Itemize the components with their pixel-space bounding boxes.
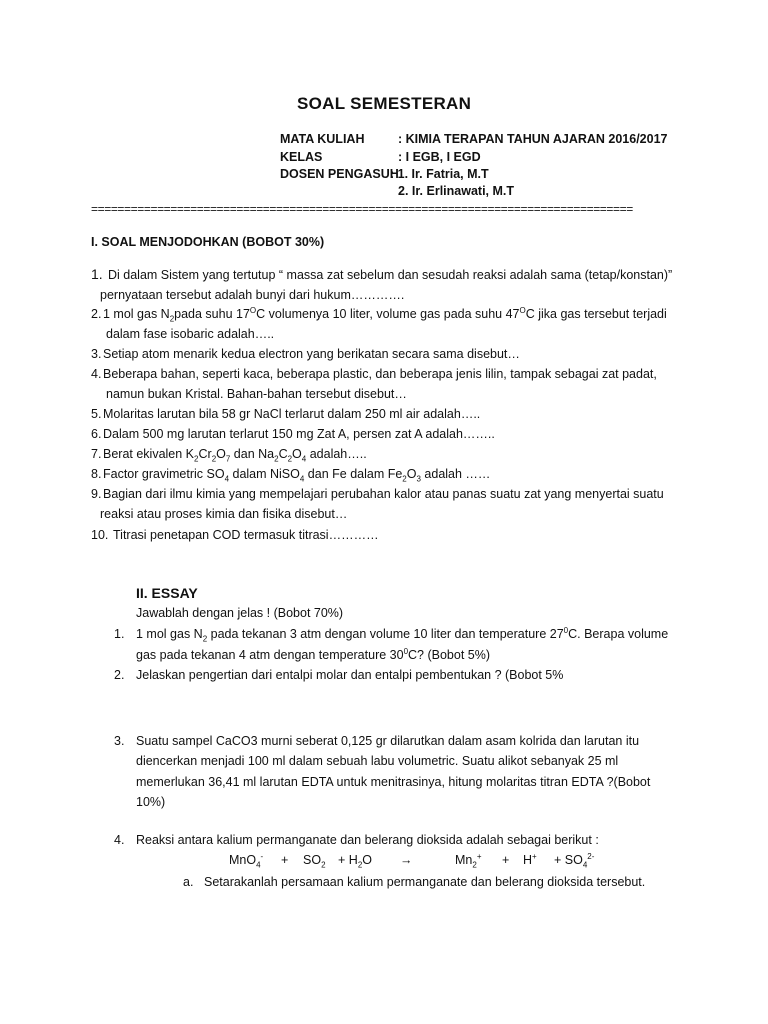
q2-text-a: 1 mol gas N	[103, 307, 170, 321]
section2-heading: II. ESSAY	[136, 585, 198, 601]
q7-s2: 2	[211, 454, 217, 464]
q7-num: 7.	[91, 447, 102, 461]
q2-line2: dalam fase isobaric adalah…..	[106, 327, 275, 341]
eq-plus-1: +	[281, 853, 289, 867]
eq-so4-pre: + SO	[554, 853, 583, 867]
q6-num: 6.	[91, 427, 102, 441]
q8-b: dalam NiSO	[229, 467, 300, 481]
q10-line1: Titrasi penetapan COD termasuk titrasi…………	[113, 528, 379, 542]
e4-num: 4.	[114, 833, 125, 847]
eq-mno4	[229, 851, 264, 870]
eq-h2o-sub: 2	[357, 860, 363, 870]
q8-c: dan Fe dalam Fe	[304, 467, 403, 481]
e1-num: 1.	[114, 627, 125, 641]
q8-s4: 3	[416, 474, 421, 484]
eq-h2o-pre: + H	[338, 853, 358, 867]
q2-text-c: C volumenya 10 liter, volume gas pada suhu 47	[256, 307, 520, 321]
q9-line1: Bagian dari ilmu kimia yang mempelajari perubahan kalor atau panas suatu zat yang menyertai suatu	[103, 487, 664, 501]
eq-mno-sub: 4	[256, 860, 261, 870]
e4-sub-a-label: a.	[183, 875, 194, 889]
e1-a: 1 mol gas N	[136, 627, 203, 641]
eq-so4-sub: 4	[582, 860, 588, 870]
eq-so2-text: SO	[303, 853, 322, 867]
mata-kuliah-value: : KIMIA TERAPAN TAHUN AJARAN 2016/2017	[398, 132, 668, 146]
q4-line1: Beberapa bahan, seperti kaca, beberapa plastic, dan beberapa jenis lilin, tampak sebagai zat padat,	[103, 367, 657, 381]
q7-s6: 4	[301, 454, 307, 464]
q7-b: Cr	[198, 447, 212, 461]
q8-e: adalah ……	[420, 467, 491, 481]
eq-so2-sub: 2	[321, 860, 326, 870]
q4-num: 4.	[91, 367, 102, 381]
q8-s2: 4	[299, 474, 305, 484]
eq-mno-text: MnO	[229, 853, 257, 867]
dosen-value-2: 2. Ir. Erlinawati, M.T	[398, 184, 515, 198]
q8-num: 8.	[91, 467, 102, 481]
e1-line2a: gas pada tekanan 4 atm dengan temperature 30	[136, 648, 404, 662]
e4-sub-a-text: Setarakanlah persamaan kalium permanganate dan belerang dioksida tersebut.	[204, 875, 646, 889]
meta-block	[280, 132, 700, 202]
eq-h2o-post: O	[362, 853, 372, 867]
eq-h2o	[338, 853, 372, 870]
e1-c: C. Berapa volume	[568, 627, 669, 641]
dosen-label: DOSEN PENGASUH	[280, 167, 399, 181]
eq-mn-text: Mn	[455, 853, 473, 867]
essay-instruction: Jawablah dengan jelas ! (Bobot 70%)	[136, 606, 344, 620]
e1-p1: 0	[563, 625, 569, 635]
q8-s1: 4	[224, 474, 230, 484]
separator-line: ==================================================================================	[91, 202, 633, 216]
eq-arrow: →	[400, 853, 413, 867]
eq-so4-sup: 2-	[587, 851, 595, 861]
q9-line2: reaksi atau proses kimia dan fisika disebut…	[100, 507, 348, 521]
eq-mno-sup: -	[260, 851, 264, 861]
kelas-value: : I EGB, I EGD	[398, 150, 481, 164]
e2-num: 2.	[114, 668, 125, 682]
q2-text-b: pada suhu 17	[174, 307, 250, 321]
q7-f: O	[292, 447, 302, 461]
eq-h-sup: +	[532, 851, 537, 861]
q3-line1: Setiap atom menarik kedua electron yang berikatan secara sama disebut…	[103, 347, 520, 361]
eq-mn-sup: +	[476, 851, 482, 861]
eq-plus-2: +	[502, 853, 510, 867]
q8-line1	[103, 467, 491, 484]
q5-line1: Molaritas larutan bila 58 gr NaCl terlarut dalam 250 ml air adalah…..	[103, 407, 481, 421]
q7-s4: 2	[274, 454, 279, 464]
q2-sup2: O	[519, 305, 526, 315]
q10-num: 10.	[91, 528, 109, 542]
q5-num: 5.	[91, 407, 102, 421]
q7-line1	[103, 447, 367, 464]
e1-p2: 0	[403, 646, 409, 656]
e1-line1	[136, 625, 669, 644]
eq-h-text: H	[523, 853, 533, 867]
page-title: SOAL SEMESTERAN	[297, 94, 472, 113]
eq-so4	[554, 851, 595, 870]
e4-line1: Reaksi antara kalium permanganate dan belerang dioksida adalah sebagai berikut :	[136, 833, 599, 847]
mata-kuliah-label: MATA KULIAH	[280, 132, 365, 146]
q7-d: dan Na	[230, 447, 275, 461]
q7-a: Berat ekivalen K	[103, 447, 195, 461]
q8-s3: 2	[402, 474, 407, 484]
q7-e: C	[278, 447, 288, 461]
q2-sub1: 2	[169, 314, 175, 324]
e1-line2	[136, 648, 490, 662]
q7-s1: 2	[194, 454, 199, 464]
q3-num: 3.	[91, 347, 102, 361]
q1-num: 1.	[91, 266, 103, 282]
q2-text-d: C jika gas tersebut terjadi	[525, 307, 667, 321]
eq-h	[523, 853, 537, 867]
q4-line2: namun bukan Kristal. Bahan-bahan tersebut disebut…	[106, 387, 407, 401]
e1-b: pada tekanan 3 atm dengan volume 10 liter dan temperature 27	[207, 627, 564, 641]
e3-line4: 10%)	[136, 795, 166, 809]
e3-line3: memerlukan 36,41 ml larutan EDTA untuk menitrasinya, hitung molaritas titran EDTA ?(Bobot	[136, 775, 651, 789]
q2-num: 2.	[91, 307, 102, 321]
q7-g: adalah…..	[306, 447, 367, 461]
e1-line2b: C? (Bobot 5%)	[408, 648, 490, 662]
e3-line2: diencerkan menjadi 100 ml dalam sebuah labu volumetric. Suatu alikot sebanyak 25 ml	[136, 754, 619, 768]
e3-num: 3.	[114, 734, 125, 748]
eq-mn-sub: 2	[472, 860, 477, 870]
q8-a: Factor gravimetric SO	[103, 467, 225, 481]
dosen-value-1: : 1. Ir. Fatria, M.T	[390, 167, 489, 181]
q1-line2: pernyataan tersebut adalah bunyi dari hukum………….	[100, 288, 405, 302]
eq-so2	[303, 853, 326, 870]
eq-mn2	[455, 851, 482, 870]
q8-d: O	[406, 467, 417, 481]
e3-line1: Suatu sampel CaCO3 murni seberat 0,125 gr dilarutkan dalam asam kolrida dan larutan itu	[136, 734, 640, 748]
q7-c: O	[216, 447, 226, 461]
q7-s5: 2	[287, 454, 293, 464]
e1-s1: 2	[202, 634, 208, 644]
section1-heading: I. SOAL MENJODOHKAN (BOBOT 30%)	[91, 235, 325, 249]
q2-line1	[103, 305, 667, 324]
q1-line1: Di dalam Sistem yang tertutup “ massa zat sebelum dan sesudah reaksi adalah sama (tetap/konstan)”	[108, 268, 673, 282]
kelas-label: KELAS	[280, 150, 323, 164]
q6-line1: Dalam 500 mg larutan terlarut 150 mg Zat A, persen zat A adalah……..	[103, 427, 495, 441]
q2-sup1: O	[249, 305, 257, 315]
e2-line1: Jelaskan pengertian dari entalpi molar dan entalpi pembentukan ? (Bobot 5%	[136, 668, 564, 682]
q7-s3: 7	[225, 454, 231, 464]
q9-num: 9.	[91, 487, 102, 501]
